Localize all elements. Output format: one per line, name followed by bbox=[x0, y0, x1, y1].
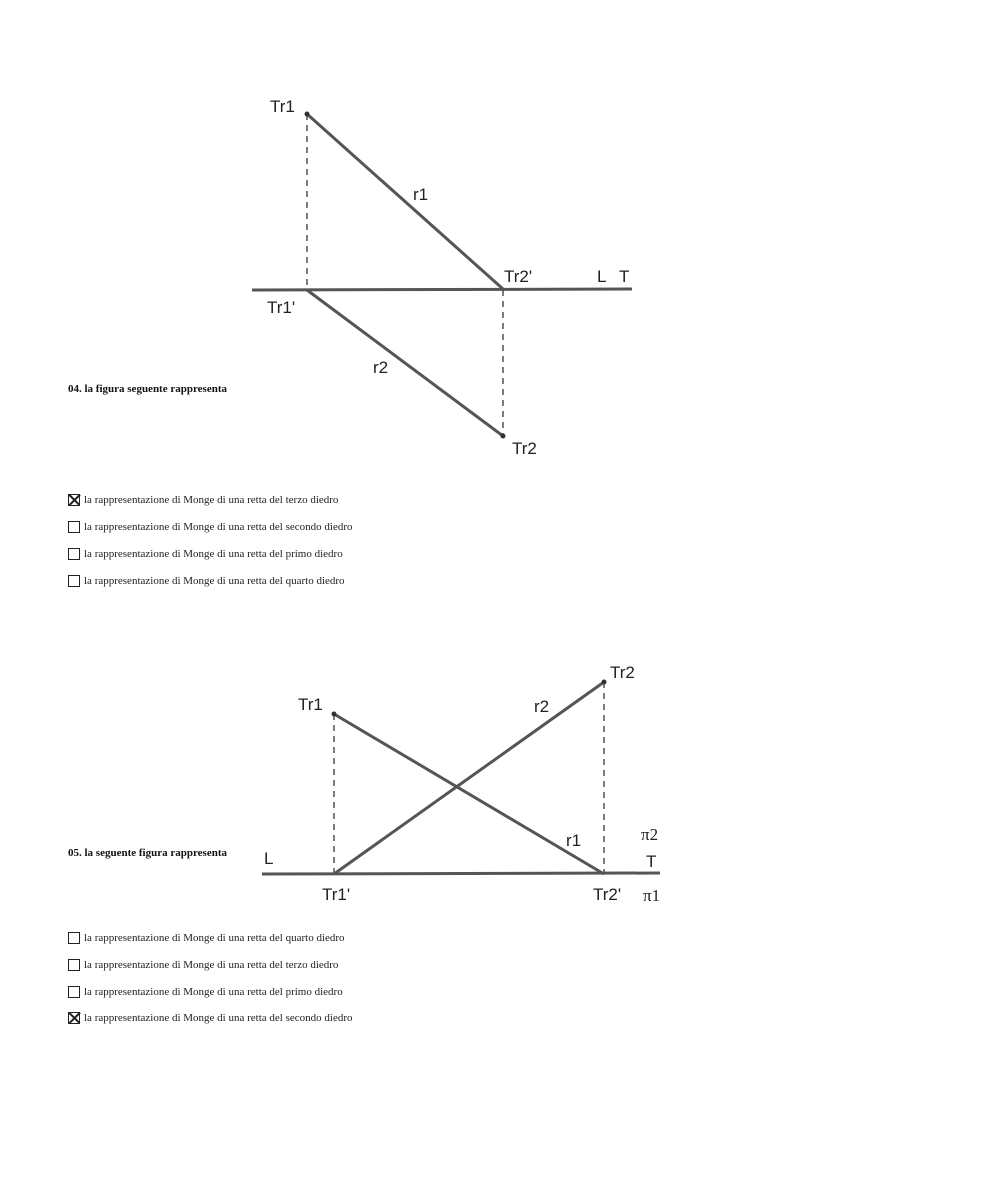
option-row[interactable] bbox=[68, 546, 343, 562]
checkbox[interactable] bbox=[68, 932, 80, 944]
label-axis-l: L bbox=[264, 849, 274, 868]
label-tr2: Tr2 bbox=[512, 439, 537, 458]
option-text: la rappresentazione di Monge di una retta del secondo diedro bbox=[84, 521, 353, 533]
label-tr1: Tr1 bbox=[270, 97, 295, 116]
label-tr2-prime: Tr2' bbox=[504, 267, 533, 286]
checkbox[interactable] bbox=[68, 959, 80, 971]
option-row[interactable] bbox=[68, 492, 338, 508]
checkbox-checked[interactable] bbox=[68, 494, 80, 506]
option-text: la rappresentazione di Monge di una retta del quarto diedro bbox=[84, 932, 345, 944]
option-text: la rappresentazione di Monge di una retta del primo diedro bbox=[84, 986, 343, 998]
option-text: la rappresentazione di Monge di una retta del primo diedro bbox=[84, 548, 343, 560]
checkbox[interactable] bbox=[68, 575, 80, 587]
label-tr1-prime: Tr1' bbox=[267, 298, 296, 317]
label-axis-l: L bbox=[597, 267, 607, 286]
label-tr2: Tr2 bbox=[610, 663, 635, 682]
label-axis-t: T bbox=[646, 852, 657, 871]
label-pi2: π2 bbox=[641, 825, 659, 844]
checkbox-checked[interactable] bbox=[68, 1012, 80, 1024]
point-tr1 bbox=[332, 712, 337, 717]
point-tr2 bbox=[602, 680, 607, 685]
line-r1 bbox=[334, 714, 604, 874]
question-04-label: 04. la figura seguente rappresenta bbox=[68, 383, 227, 395]
label-r1: r1 bbox=[413, 185, 429, 204]
line-r2 bbox=[334, 682, 604, 874]
label-r1: r1 bbox=[566, 831, 582, 850]
option-text: la rappresentazione di Monge di una retta del terzo diedro bbox=[84, 959, 339, 971]
option-row[interactable] bbox=[68, 930, 345, 946]
label-tr1-prime: Tr1' bbox=[322, 885, 351, 904]
option-row[interactable] bbox=[68, 957, 338, 973]
checkbox[interactable] bbox=[68, 521, 80, 533]
label-tr2-prime: Tr2' bbox=[593, 885, 622, 904]
option-row[interactable] bbox=[68, 519, 353, 535]
point-tr2 bbox=[501, 434, 506, 439]
label-tr1: Tr1 bbox=[298, 695, 323, 714]
label-r2: r2 bbox=[373, 358, 389, 377]
line-r1 bbox=[307, 114, 503, 289]
label-r2: r2 bbox=[534, 697, 550, 716]
label-axis-t: T bbox=[619, 267, 630, 286]
option-row[interactable] bbox=[68, 1010, 353, 1026]
option-text: la rappresentazione di Monge di una retta del quarto diedro bbox=[84, 575, 345, 587]
option-text: la rappresentazione di Monge di una retta del secondo diedro bbox=[84, 1012, 353, 1024]
label-pi1: π1 bbox=[643, 886, 661, 905]
question-05-label: 05. la seguente figura rappresenta bbox=[68, 847, 227, 859]
figure-04 bbox=[252, 97, 632, 458]
figure-05 bbox=[262, 663, 660, 905]
line-r2 bbox=[307, 290, 503, 436]
checkbox[interactable] bbox=[68, 986, 80, 998]
option-text: la rappresentazione di Monge di una retta del terzo diedro bbox=[84, 494, 339, 506]
option-row[interactable] bbox=[68, 984, 343, 1000]
checkbox[interactable] bbox=[68, 548, 80, 560]
option-row[interactable] bbox=[68, 573, 345, 589]
point-tr1 bbox=[305, 112, 310, 117]
